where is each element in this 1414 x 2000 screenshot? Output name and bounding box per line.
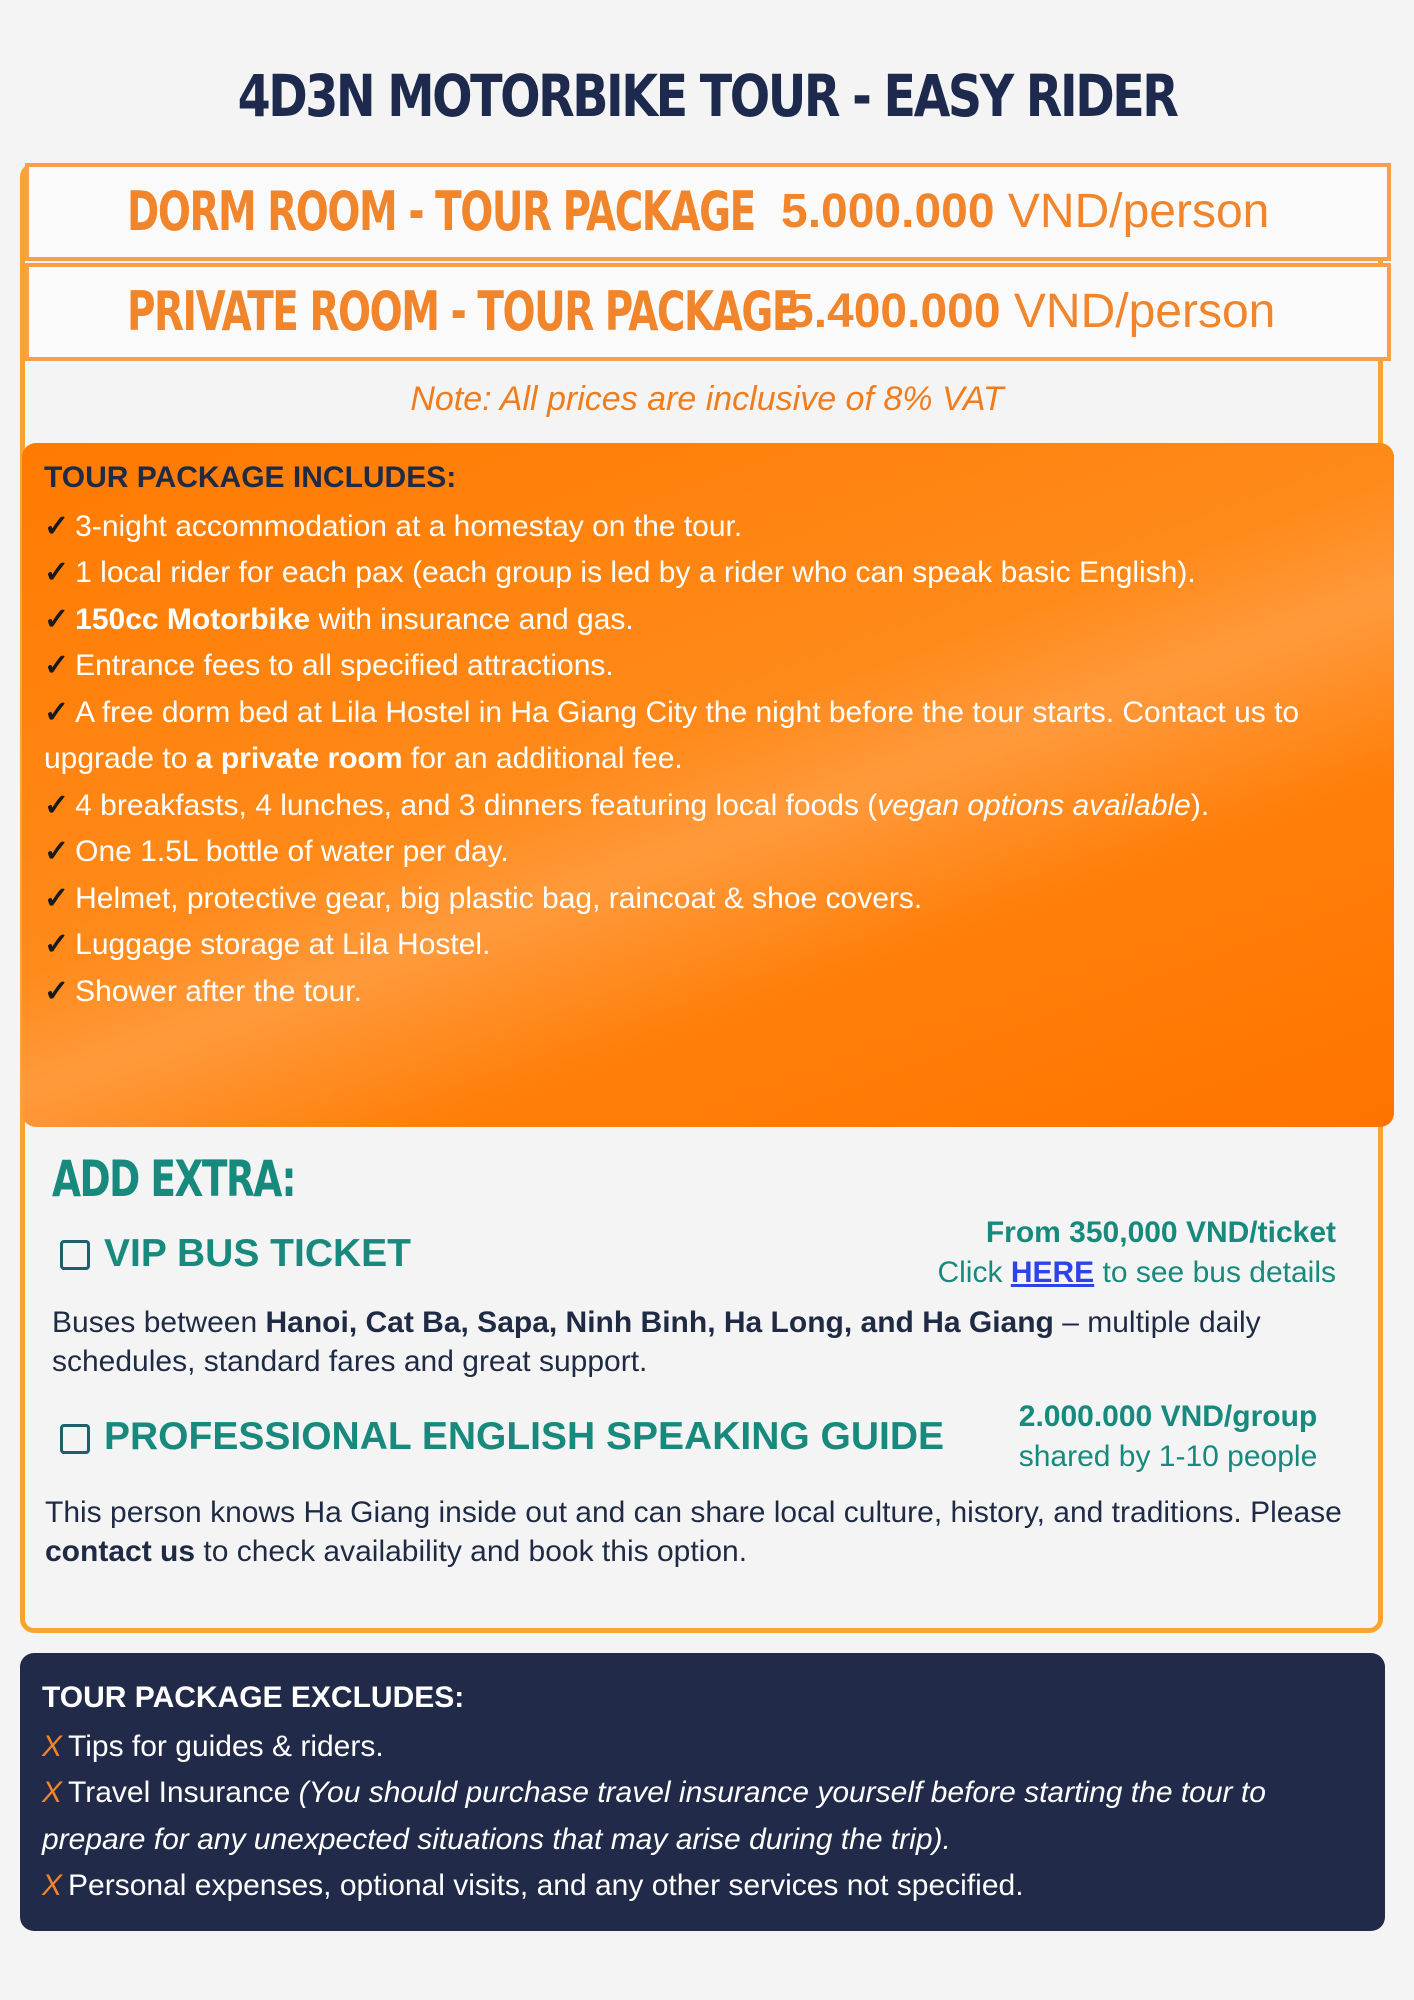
add-extra-title: ADD EXTRA: <box>52 1150 296 1208</box>
list-item: ✓ Entrance fees to all specified attractions. <box>44 649 614 682</box>
bus-ticket-price: From 350,000 VND/ticket Click HERE to see bus details <box>937 1216 1336 1289</box>
cross-icon: X <box>42 1869 63 1902</box>
list-item: X Personal expenses, optional visits, and any other services not specified. <box>42 1869 1024 1902</box>
list-item: X Tips for guides & riders. <box>42 1729 384 1763</box>
guide-checkbox[interactable] <box>60 1424 90 1454</box>
package-price <box>781 167 1269 257</box>
guide-price: 2.000.000 VND/group shared by 1-10 people <box>1018 1400 1318 1473</box>
bus-ticket-checkbox[interactable] <box>60 1240 90 1270</box>
price-value: 5.400.000 <box>787 285 1001 338</box>
vat-note: Note: All prices are inclusive of 8% VAT <box>410 380 1004 418</box>
checkmark-icon: ✓ <box>44 788 70 822</box>
guide-description: This person knows Ha Giang inside out and can share local culture, history, and traditions. Please contact us to check availability and book this option. <box>45 1496 1342 1568</box>
package-name: PRIVATE ROOM - TOUR PACKAGE <box>126 280 797 343</box>
bus-ticket-description: Buses between Hanoi, Cat Ba, Sapa, Ninh Binh, Ha Long, and Ha Giang – multiple daily schedules, standard fares and great support. <box>52 1306 1261 1378</box>
list-item: ✓ Helmet, protective gear, big plastic bag, raincoat & shoe covers. <box>44 881 923 915</box>
price-unit: VND/person <box>1013 285 1276 338</box>
price-value: 5.000.000 <box>781 185 995 238</box>
bus-ticket-title: VIP BUS TICKET <box>104 1232 411 1275</box>
package-row-dorm <box>25 163 1391 261</box>
includes-panel <box>22 443 1394 1127</box>
package-name: DORM ROOM - TOUR PACKAGE <box>126 180 755 243</box>
checkmark-icon: ✓ <box>44 602 70 636</box>
guide-title: PROFESSIONAL ENGLISH SPEAKING GUIDE <box>104 1415 945 1458</box>
list-item: ✓ One 1.5L bottle of water per day. <box>44 835 509 868</box>
checkmark-icon: ✓ <box>44 974 70 1008</box>
list-item: ✓ Luggage storage at Lila Hostel. <box>44 928 491 961</box>
checkmark-icon: ✓ <box>44 509 70 543</box>
cross-icon: X <box>42 1729 63 1763</box>
list-item: ✓ A free dorm bed at Lila Hostel in Ha Giang City the night before the tour starts. Contact us to upgrade to a private room for an additional fee. <box>44 695 1300 775</box>
list-item: X Travel Insurance (You should purchase travel insurance yourself before starting the tour to prepare for any unexpected situations that may arise during the trip). <box>42 1776 1266 1856</box>
checkmark-icon: ✓ <box>44 881 70 915</box>
list-item: ✓ 3-night accommodation at a homestay on the tour. <box>44 509 743 543</box>
excludes-panel <box>20 1653 1385 1931</box>
package-price <box>787 267 1275 357</box>
list-item: ✓ Shower after the tour. <box>44 974 362 1008</box>
list-item: ✓ 4 breakfasts, 4 lunches, and 3 dinners featuring local foods (vegan options available). <box>44 788 1210 822</box>
page-title: 4D3N MOTORBIKE TOUR - EASY RIDER <box>237 62 1177 130</box>
price-unit: VND/person <box>1007 185 1270 238</box>
checkmark-icon: ✓ <box>44 649 70 682</box>
bus-details-link[interactable]: HERE <box>1010 1256 1095 1289</box>
checkmark-icon: ✓ <box>44 695 70 729</box>
package-row-private <box>25 263 1391 361</box>
cross-icon: X <box>42 1776 63 1809</box>
checkmark-icon: ✓ <box>44 928 70 961</box>
excludes-title: TOUR PACKAGE EXCLUDES: <box>42 1681 465 1714</box>
list-item: ✓ 1 local rider for each pax (each group is led by a rider who can speak basic English). <box>44 556 1196 589</box>
checkmark-icon: ✓ <box>44 835 70 868</box>
list-item: ✓ 150cc Motorbike with insurance and gas. <box>44 602 634 636</box>
includes-title: TOUR PACKAGE INCLUDES: <box>44 461 457 494</box>
checkmark-icon: ✓ <box>44 556 70 589</box>
